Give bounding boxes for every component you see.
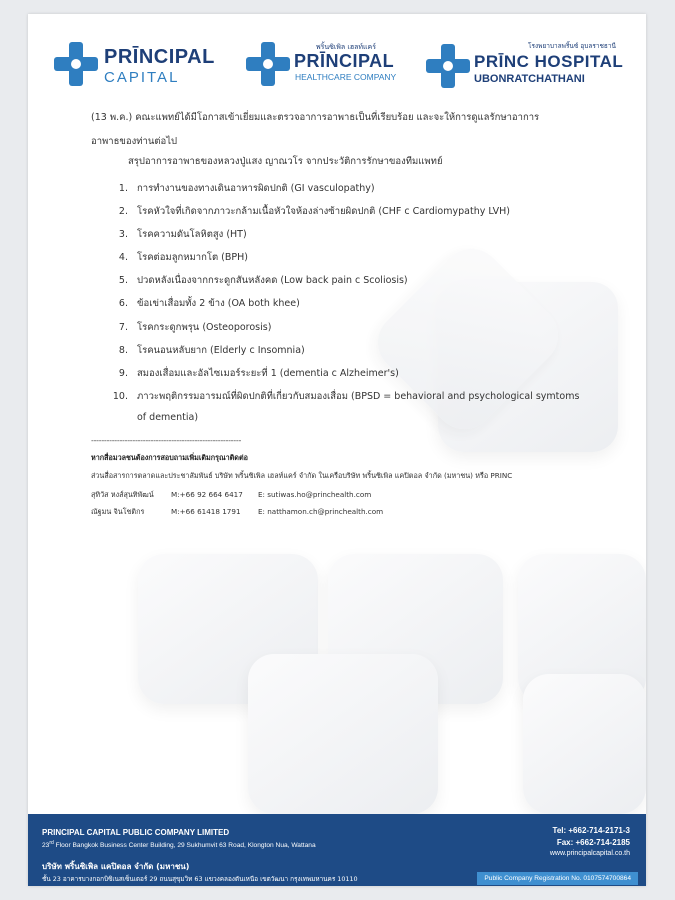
list-item — [106, 247, 586, 268]
intro-line-2: อาพาธของท่านต่อไป — [91, 136, 178, 147]
contact-email[interactable]: E: natthamon.ch@princhealth.com — [258, 507, 384, 516]
item-text: สมองเสื่อมและอัลไซเมอร์ระยะที่ 1 (dementia c Alzheimer's) — [137, 367, 399, 379]
list-item — [106, 340, 586, 361]
footer-fax: Fax: +662-714-2185 — [556, 838, 630, 847]
contact-phone: M:+66 92 664 6417 — [171, 490, 243, 499]
floor-number: 23 — [42, 842, 50, 850]
principal-healthcare-logo — [246, 36, 416, 106]
registration-badge: Public Company Registration No. 0107574700864 — [477, 872, 638, 885]
diagnosis-list — [106, 178, 586, 430]
item-text: ภาวะพฤติกรรมอารมณ์ที่ผิดปกติที่เกี่ยวกับสมองเสื่อม (BPSD = behavioral and psychological symtoms of dementia) — [137, 390, 580, 423]
item-text: โรคกระดูกพรุน (Osteoporosis) — [137, 321, 272, 333]
item-number: 2. — [118, 206, 128, 218]
list-item — [106, 363, 586, 384]
contact-name: สุทิวัส หงส์สุนทิพัฒน์ — [91, 490, 154, 499]
logo-main-text: PRĪNCIPAL — [104, 46, 215, 68]
logo-main-text: PRĪNCIPAL — [294, 51, 395, 71]
intro-line-1: (13 พ.ค.) คณะแพทย์ได้มีโอกาสเข้าเยี่ยมและตรวจอาการอาพาธเป็นที่เรียบร้อย และจะให้การดูแลรักษาอาการ — [91, 112, 540, 123]
contact-heading: หากสื่อมวลชนต้องการสอบถามเพิ่มเติมกรุณาติดต่อ — [91, 453, 248, 462]
cross-icon — [426, 44, 470, 88]
item-text: โรคต่อมลูกหมากโต (BPH) — [137, 252, 248, 264]
address-text: Floor Bangkok Business Center Building, 29 Sukhumvit 63 Road, Klongton Nua, Wattana — [55, 842, 316, 850]
item-number: 5. — [118, 275, 128, 287]
logo-bar — [28, 36, 646, 106]
footer-company-th: บริษัท พริ้นซิเพิล แคปิตอล จำกัด (มหาชน) — [42, 862, 190, 871]
item-number: 8. — [118, 344, 128, 356]
list-item — [106, 293, 586, 314]
list-item — [106, 178, 586, 199]
logo-sub-text: HEALTHCARE COMPANY — [295, 72, 397, 82]
list-item — [106, 270, 586, 291]
item-text: โรคนอนหลับยาก (Elderly c Insomnia) — [137, 344, 305, 356]
logo-thai-text: โรงพยาบาลพริ้นซ์ อุบลราชธานี — [528, 42, 616, 50]
item-number: 9. — [118, 367, 128, 379]
princ-hospital-logo — [426, 36, 626, 106]
footer-company: PRINCIPAL CAPITAL PUBLIC COMPANY LIMITED — [42, 828, 230, 837]
document-page — [28, 14, 646, 886]
footer-tel: Tel: +662-714-2171-3 — [552, 826, 630, 835]
cross-icon — [246, 42, 290, 86]
item-number: 1. — [118, 183, 128, 194]
list-item — [106, 317, 586, 338]
logo-sub-text: CAPITAL — [104, 69, 180, 86]
principal-capital-logo — [54, 36, 234, 106]
divider: ---------------------------------------------------------- — [91, 436, 242, 445]
contact-department: ส่วนสื่อสารการตลาดและประชาสัมพันธ์ บริษัท พริ้นซิเพิล เฮลท์แคร์ จำกัด ในเครือบริษัท พริ้นซิเพิล แคปิตอล จำกัด (มหาชน) หรือ PRINC — [91, 471, 513, 480]
list-item — [106, 224, 586, 245]
contact-email[interactable]: E: sutiwas.ho@princhealth.com — [258, 490, 372, 499]
cross-icon — [54, 42, 98, 86]
contact-phone: M:+66 61418 1791 — [171, 507, 241, 516]
item-text: ข้อเข่าเสื่อมทั้ง 2 ข้าง (OA both khee) — [137, 298, 300, 310]
footer-address-en — [42, 840, 316, 849]
contact-name: ณัฐมน จินโชติกร — [91, 507, 145, 516]
item-number: 10. — [112, 390, 128, 402]
background-shape — [248, 654, 438, 814]
footer — [28, 814, 646, 886]
list-item — [106, 201, 586, 222]
logo-sub-text: UBONRATCHATHANI — [474, 73, 585, 85]
item-number: 6. — [118, 298, 128, 310]
item-text: โรคความดันโลหิตสูง (HT) — [137, 229, 247, 241]
item-number: 4. — [118, 252, 128, 264]
item-text: การทำงานของทางเดินอาหารผิดปกติ (GI vasculopathy) — [137, 183, 375, 194]
footer-address-th: ชั้น 23 อาคารบางกอกบิซิเนสเซ็นเตอร์ 29 ถนนสุขุมวิท 63 แขวงคลองตันเหนือ เขตวัฒนา กรุงเทพมหานคร 10110 — [42, 875, 358, 883]
summary-heading: สรุปอาการอาพาธของหลวงปู่แสง ญาณวโร จากประวัติการรักษาของทีมแพทย์ — [128, 156, 443, 167]
logo-main-text: PRĪNC HOSPITAL — [474, 52, 624, 71]
item-text: ปวดหลังเนื่องจากกระดูกสันหลังคด (Low back pain c Scoliosis) — [137, 275, 408, 287]
list-item — [106, 386, 586, 428]
footer-website[interactable]: www.principalcapital.co.th — [549, 850, 630, 857]
item-number: 7. — [118, 321, 128, 333]
item-number: 3. — [118, 229, 128, 241]
item-text: โรคหัวใจที่เกิดจากภาวะกล้ามเนื้อหัวใจห้องล่างซ้ายผิดปกติ (CHF c Cardiomypathy LVH) — [137, 206, 510, 218]
background-shape — [523, 674, 646, 814]
floor-suffix: rd — [49, 840, 54, 846]
logo-thai-text: พริ้นซิเพิล เฮลท์แคร์ — [316, 43, 376, 51]
